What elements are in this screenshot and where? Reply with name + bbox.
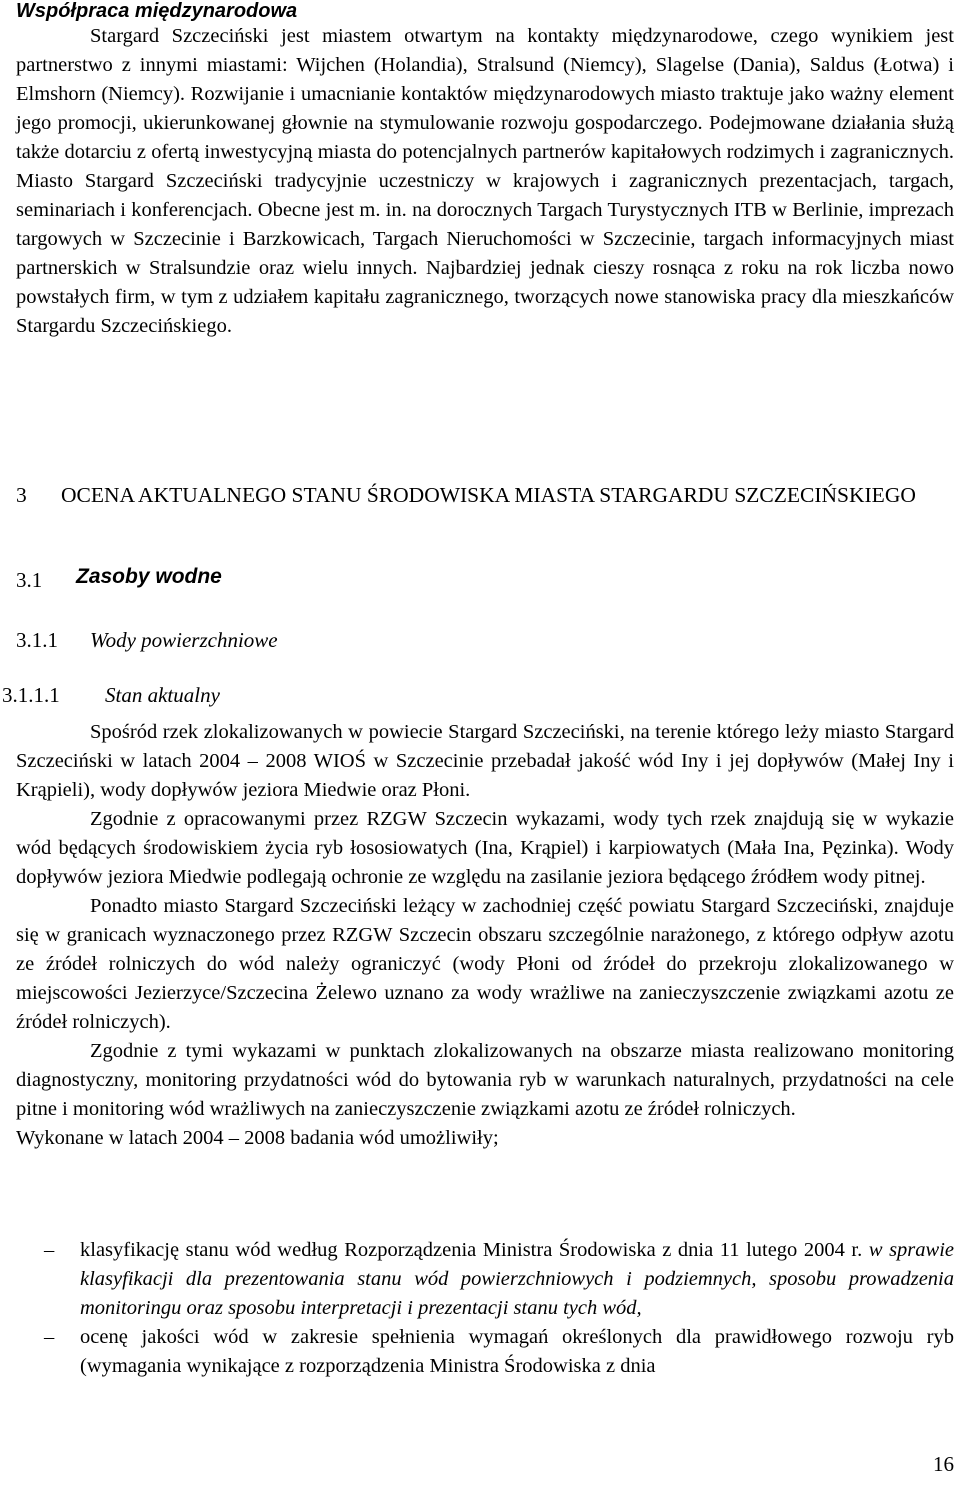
list-item-text: klasyfikację stanu wód według Rozporządzenia Ministra Środowiska z dnia 11 lutego 2004 r. [80, 1239, 869, 1261]
intro-paragraph: Stargard Szczeciński jest miastem otwartym na kontakty międzynarodowe, czego wynikiem jest partnerstwo z innymi miastami: Wijchen (Holandia), Stralsund (Niemcy), Slagelse (Dania), Saldus (Łotwa) i Elmshorn (Niemcy). Rozwijanie i umacnianie kontaktów międzynarodowych miasto traktuje jako ważny element jego promocji, ukierunkowanej głownie na stymulowanie rozwoju gospodarczego. Podejmowane działania służą także dotarciu z ofertą inwestycyjną miasta do potencjalnych partnerów kapitałowych rodzimych i zagranicznych. Miasto Stargard Szczeciński tradycyjnie uczestniczy w krajowych i zagranicznych prezentacjach, targach, seminariach i konferencjach. Obecne jest m. in. na dorocznych Targach Turystycznych ITB w Berlinie, imprezach targowych w Szczecinie i Barzkowicach, Targach Nieruchomości w Szczecinie, targach informacyjnych miast partnerskich w Stralsundzie oraz wielu innych. Najbardziej jednak cieszy rosnąca z roku na rok liczba nowo powstałych firm, w tym z udziałem kapitału zagranicznego, tworzących nowe stanowiska pracy dla mieszkańców Stargardu Szczecińskiego. [16, 25, 954, 337]
page-number: 16 [933, 1452, 954, 1476]
heading-number: 3 [16, 483, 27, 507]
intro-section [16, 0, 954, 341]
body-paragraph: Spośród rzek zlokalizowanych w powiecie Stargard Szczeciński, na terenie którego leży miasto Stargard Szczeciński w latach 2004 – 2008 WIOŚ w Szczecinie przebadał jakość wód Iny i jej dopływów (Małej Iny i Krąpieli), wody dopływów jeziora Miedwie oraz Płoni. [16, 721, 954, 801]
heading-text: OCENA AKTUALNEGO STANU ŚRODOWISKA MIASTA STARGARDU SZCZECIŃSKIEGO [61, 483, 916, 507]
heading-number: 3.1.1 [16, 628, 58, 652]
body-section [16, 718, 954, 1153]
heading-number: 3.1 [16, 568, 43, 592]
heading-text: Stan aktualny [105, 683, 220, 707]
list-item-text: ocenę jakości wód w zakresie spełnienia wymagań określonych dla prawidłowego rozwoju ryb (wymagania wynikające z rozporządzenia Ministra Środowiska z dnia [80, 1326, 954, 1377]
heading-text: Zasoby wodne [76, 565, 222, 588]
section-title: Współpraca międzynarodowa [16, 0, 298, 22]
dash-bullet: – [44, 1326, 55, 1348]
body-paragraph: Ponadto miasto Stargard Szczeciński leżący w zachodniej część powiatu Stargard Szczeciński, znajduje się w granicach wyznaczonego przez RZGW Szczecin obszaru szczególnie narażonego, z którego odpływ azotu ze źródeł rolniczych do wód należy ograniczyć (wody Płoni od źródeł do przekroju zlokalizowanego w miejscowości Jezierzyce/Szczecina Żelewo uznano za wody wrażliwe na zanieczyszczenie związkami azotu ze źródeł rolniczych). [16, 895, 954, 1033]
list-intro: Wykonane w latach 2004 – 2008 badania wód umożliwiły; [16, 1127, 499, 1149]
list-item [16, 1323, 954, 1381]
bullet-list [16, 1236, 954, 1381]
heading-text: Wody powierzchniowe [90, 628, 278, 652]
heading-number: 3.1.1.1 [2, 683, 60, 707]
body-paragraph: Zgodnie z tymi wykazami w punktach zlokalizowanych na obszarze miasta realizowano monitoring diagnostyczny, monitoring przydatności wód do bytowania ryb w warunkach naturalnych, przydatności na cele pitne i monitoring wód wrażliwych na zanieczyszczenie związkami azotu ze źródeł rolniczych. [16, 1040, 954, 1120]
list-item-italic-text: w sprawie klasyfikacji dla prezentowania stanu wód powierzchniowych i podziemnych, sposobu prowadzenia monitoringu oraz sposobu interpretacji i prezentacji stanu tych wód, [80, 1239, 954, 1319]
list-item [16, 1236, 954, 1323]
dash-bullet: – [44, 1239, 55, 1261]
body-paragraph: Zgodnie z opracowanymi przez RZGW Szczecin wykazami, wody tych rzek znajdują się w wykazie wód będących środowiskiem życia ryb łososiowatych (Ina, Krąpiel) i karpiowatych (Mała Ina, Pęzinka). Wody dopływów jeziora Miedwie podlegają ochronie ze względu na zasilanie jeziora będącego źródłem wody pitnej. [16, 808, 954, 888]
